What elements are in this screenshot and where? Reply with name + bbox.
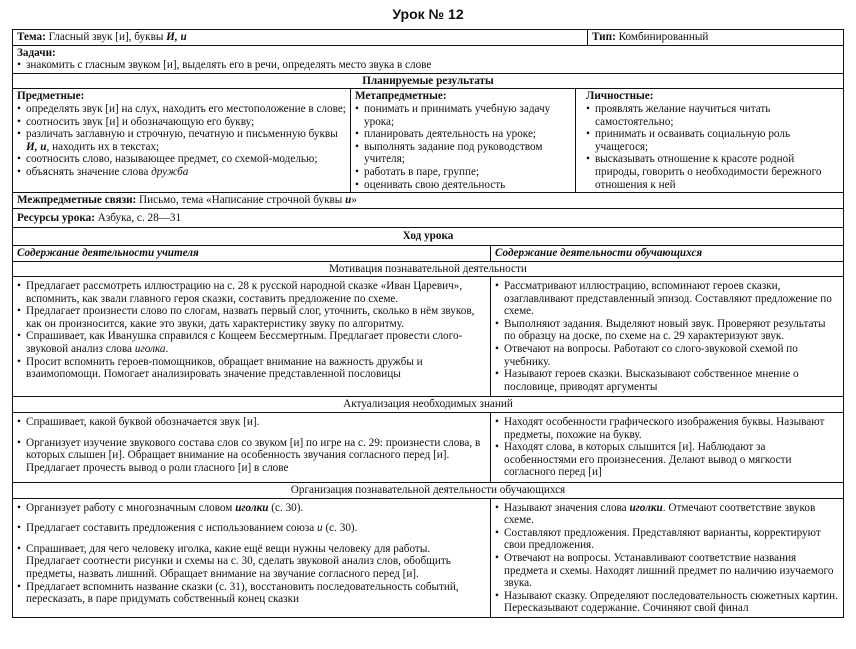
teacher-activities [13,499,490,617]
subject-item: • соотносить звук [и] и обозначающую его букву; [17,116,346,129]
teacher-header: Содержание деятельности учителя [17,246,199,259]
lesson-plan-table [12,29,844,618]
tasks-row [13,45,843,73]
student-activity: • Называют героев сказки. Высказывают собственное мнение о пословице, приводят аргументы [495,368,839,393]
teacher-activity: • Спрашивает, как Иванушка справился с Кощеем Бессмертным. Предлагает провести слого-звуковой анализ слова иголка. [17,330,486,355]
resources-text: Азбука, с. 28—31 [97,211,182,224]
personal-results [575,89,843,192]
teacher-activities [13,277,490,396]
subject-item: • различать заглавную и строчную, печатную и письменную буквы И, и, находить их в текстах; [17,128,346,153]
interdisciplinary-label: Межпредметные связи: [17,194,137,207]
type-label: Тип: [592,31,616,43]
student-activity: • Отвечают на вопросы. Работают со слого-звуковой схемой по учебнику. [495,343,839,368]
student-activity: • Рассматривают иллюстрацию, вспоминают героев сказки, озаглавливают представленный эпизод. Составляют предложение по схеме. [495,280,839,318]
topic-cell [13,30,587,45]
student-activity: • Называют сказку. Определяют последовательность сюжетных картин. Пересказывают содержание. Сочиняют свой финал [495,590,839,615]
section-content [13,412,843,482]
student-activities [490,277,843,396]
tasks-label: Задачи: [17,46,56,59]
teacher-activities [13,413,490,482]
personal-item: • принимать и осваивать социальную роль учащегося; [586,128,839,153]
section-title: Организация познавательной деятельности обучающихся [13,482,843,498]
teacher-activity: • Спрашивает, какой буквой обозначается звук [и]. [17,416,486,429]
student-activity: • Называют значения слова иголки. Отмечают соответствие звуков схеме. [495,502,839,527]
course-column-headers [13,245,843,261]
interdisciplinary-text: Письмо, тема «Написание строчной буквы и» [139,194,357,207]
resources-row [13,208,843,228]
topic-text: Гласный звук [и], буквы И, и [48,31,187,43]
meta-item: • оценивать свою деятельность [355,179,571,192]
student-activities [490,413,843,482]
meta-results [350,89,575,192]
subject-item: • определять звук [и] на слух, находить его местоположение в слове; [17,103,346,116]
type-cell [587,30,843,45]
student-activity: • Находят особенности графического изображения буквы. Называют предметы, похожие на букву. [495,416,839,441]
section-title: Мотивация познавательной деятельности [13,261,843,277]
type-text: Комбинированный [618,31,709,43]
topic-row [13,30,843,45]
teacher-activity: • Организует изучение звукового состава слов со звуком [и] по игре на с. 29: произнести слова, в которых слышен [и]. Обращает внимание на особенность звучания согласного перед [и]. Предлагает прочесть вывод о роли гласного [и] в слове [17,437,486,475]
students-header: Содержание деятельности обучающихся [490,246,843,261]
teacher-activity: • Предлагает составить предложения с использованием союза и (с. 30). [17,522,486,535]
meta-item: • планировать деятельность на уроке; [355,128,571,141]
topic-label: Тема: [17,31,46,43]
section-content [13,276,843,396]
personal-item: • высказывать отношение к красоте родной природы, говорить о необходимости бережного отношения к ней [586,153,839,191]
teacher-activity: • Предлагает вспомнить название сказки (с. 31), восстановить последовательность событий, пересказать, в паре придумать собственный конец сказки [17,581,486,606]
interdisciplinary-row [13,192,843,208]
meta-item: • работать в паре, группе; [355,166,571,179]
meta-item: • понимать и принимать учебную задачу урока; [355,103,571,128]
subject-results [13,89,350,192]
student-activity: • Отвечают на вопросы. Устанавливают соответствие названия предмета и схемы. Находят лишний предмет по наличию изучаемого звука. [495,552,839,590]
task-item: • знакомить с гласным звуком [и], выделять его в речи, определять место звука в слове [17,59,839,72]
section-content [13,498,843,617]
personal-item: • проявлять желание научиться читать самостоятельно; [586,103,839,128]
planned-results-row [13,88,843,192]
subject-item: • соотносить слово, называющее предмет, со схемой-моделью; [17,153,346,166]
section-title: Актуализация необходимых знаний [13,396,843,412]
meta-item: • выполнять задание под руководством учителя; [355,141,571,166]
course-header: Ход урока [13,227,843,245]
teacher-activity: • Предлагает произнести слово по слогам, назвать первый слог, уточнить, сколько в нём звуков, как он произносится, какие это звуки, дать характеристику звуку по алгоритму. [17,305,486,330]
student-activities [490,499,843,617]
planned-results-header: Планируемые результаты [13,73,843,89]
teacher-activity: • Предлагает рассмотреть иллюстрацию на с. 28 к русской народной сказке «Иван Царевич», вспомнить, как звали главного героя сказки, составить предложение по схеме. [17,280,486,305]
teacher-activity: • Просит вспомнить героев-помощников, обращает внимание на важность дружбы и взаимопомощи. Помогает анализировать значение представленной пословицы [17,356,486,381]
student-activity: • Находят слова, в которых слышится [и]. Наблюдают за особенностями его произнесения. Делают вывод о мягкости согласного перед [и] [495,441,839,479]
meta-label: Метапредметные: [355,90,447,103]
subject-item: • объяснять значение слова дружба [17,166,346,179]
teacher-activity: • Спрашивает, для чего человеку иголка, какие ещё вещи нужны человеку для работы. Предлагает соотнести рисунки и схемы на с. 30, сделать звуковой анализ слов, обобщить предметы, назвать лишний. Обращает внимание на звучание согласного перед [и]. [17,543,486,581]
resources-label: Ресурсы урока: [17,211,95,224]
student-activity: • Составляют предложения. Представляют варианты, корректируют свои предложения. [495,527,839,552]
student-activity: • Выполняют задания. Выделяют новый звук. Проверяют результаты по образцу на доске, по схеме на с. 29 характеризуют звук. [495,318,839,343]
page-title: Урок № 12 [392,6,464,22]
personal-label: Личностные: [586,90,654,103]
teacher-activity: • Организует работу с многозначным словом иголки (с. 30). [17,502,486,515]
subject-label: Предметные: [17,90,85,103]
